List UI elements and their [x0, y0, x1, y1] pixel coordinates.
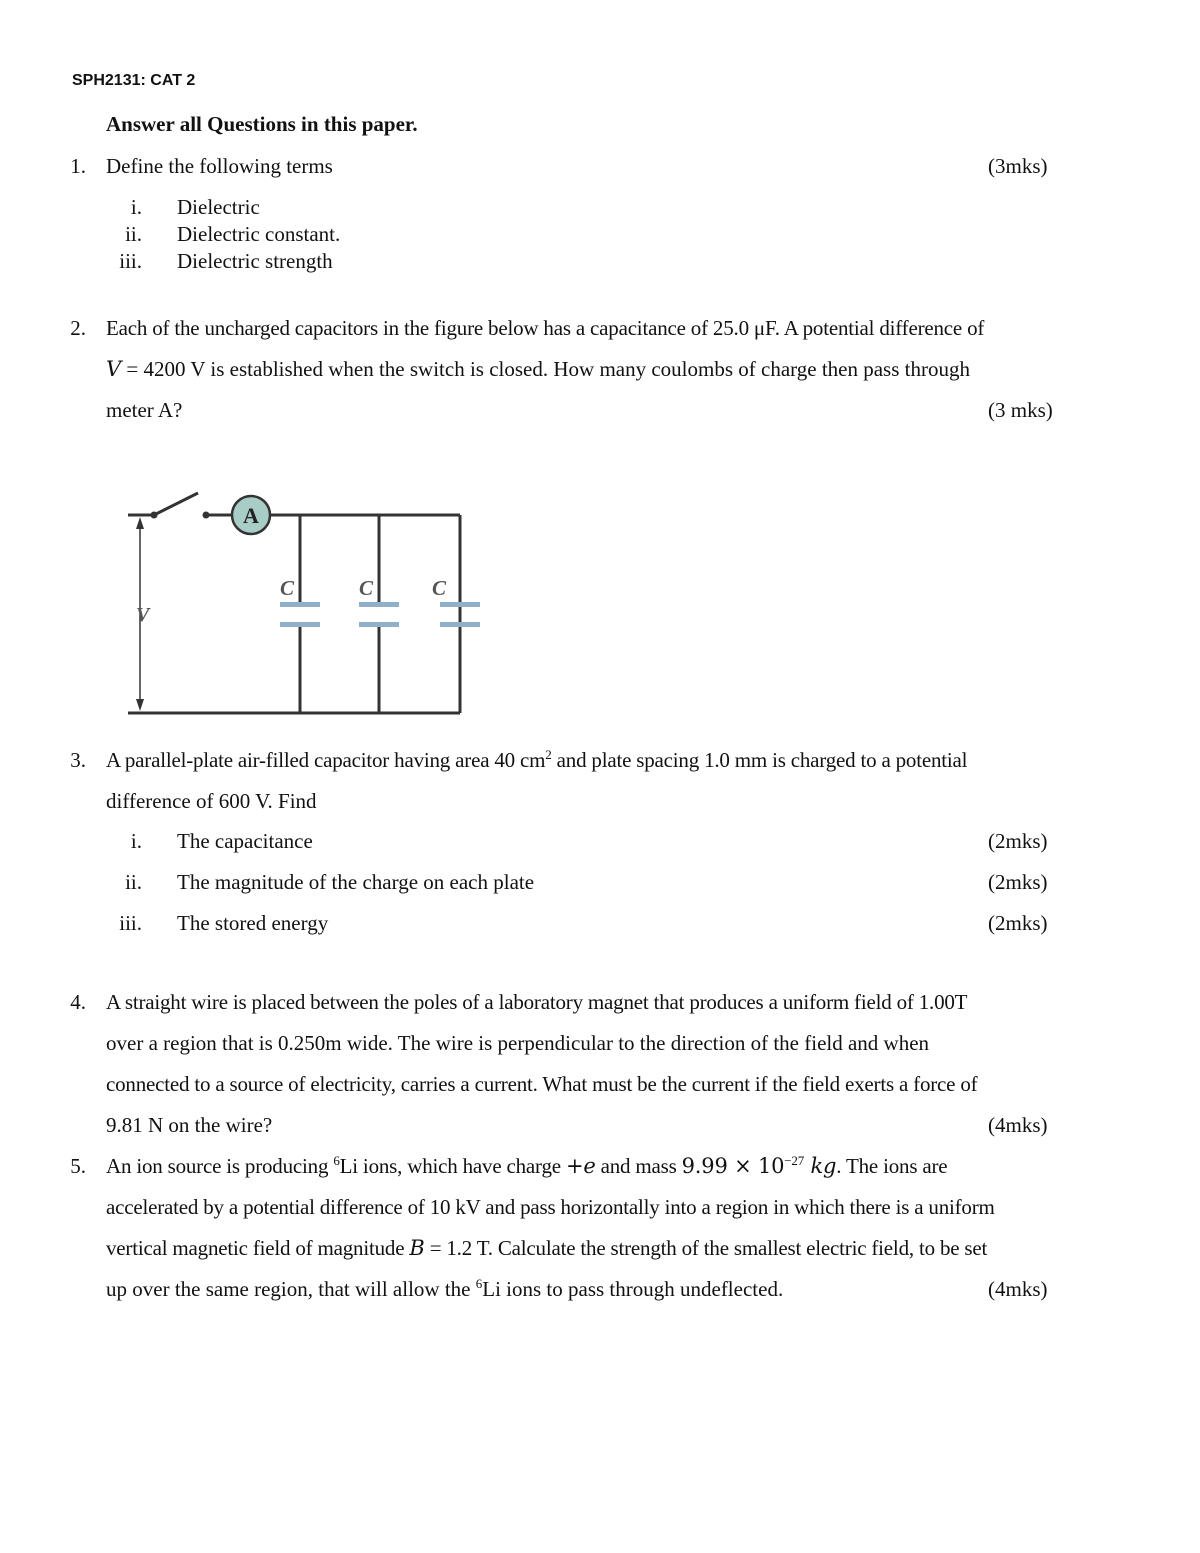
q5-line-3-a: vertical magnetic field of magnitude [106, 1236, 410, 1260]
q3-line-1 [106, 748, 967, 773]
q4-line-3: connected to a source of electricity, carries a current. What must be the current if the field exerts a force of [106, 1072, 978, 1096]
q1-number: 1. [70, 154, 86, 178]
q1-item-text: Dielectric constant. [177, 222, 341, 246]
q3-item-marks: (2mks) [988, 911, 1048, 935]
q5-line-1-c: and mass [595, 1154, 682, 1178]
q4-line-1: A straight wire is placed between the poles of a laboratory magnet that produces a uniform field of 1.00T [106, 990, 968, 1014]
q5-line-3-b: = 1.2 T. Calculate the strength of the smallest electric field, to be set [424, 1236, 988, 1260]
q3-item-text: The capacitance [177, 829, 313, 853]
q2-number: 2. [70, 316, 86, 340]
q3-item-marks: (2mks) [988, 870, 1048, 894]
q5-line-3 [106, 1236, 987, 1261]
q1-item-text: Dielectric strength [177, 249, 333, 273]
q1-item-roman: ii. [125, 222, 142, 246]
q2-line-1: Each of the uncharged capacitors in the figure below has a capacitance of 25.0 μF. A potential difference of [106, 316, 985, 340]
voltage-label: V [136, 604, 150, 626]
q4-line-4: 9.81 N on the wire? [106, 1113, 273, 1137]
q2-line-3: meter A? [106, 398, 183, 422]
q1-item-roman: i. [130, 195, 142, 219]
q2-marks: (3 mks) [988, 398, 1053, 422]
q3-item-roman: ii. [125, 870, 142, 894]
q3-item-roman: iii. [119, 911, 142, 935]
capacitor-1-plate-bottom [280, 622, 320, 627]
q3-line-1-a: A parallel-plate air-filled capacitor having area 40 cm [106, 748, 546, 772]
q4-line-2: over a region that is 0.250m wide. The wire is perpendicular to the direction of the field and when [106, 1031, 930, 1055]
q5-line-1 [106, 1154, 947, 1179]
q5-mass-unit: kg [804, 1154, 837, 1178]
q2-line-2-text: = 4200 V is established when the switch is closed. How many coulombs of charge then pass through [121, 357, 970, 381]
q3-area-exponent: 2 [545, 747, 552, 762]
q5-line-4-a: up over the same region, that will allow the [106, 1277, 476, 1301]
voltage-arrow-head-bottom [136, 699, 144, 711]
capacitor-3-label: C [432, 576, 447, 600]
instruction: Answer all Questions in this paper. [106, 112, 418, 136]
q3-item-marks: (2mks) [988, 829, 1048, 853]
capacitor-3-plate-bottom [440, 622, 480, 627]
q5-mass-exponent: −27 [784, 1153, 805, 1168]
q5-isotope-number: 6 [333, 1153, 340, 1168]
course-header: SPH2131: CAT 2 [72, 72, 196, 89]
q1-marks: (3mks) [988, 154, 1048, 178]
capacitor-1-plate-top [280, 602, 320, 607]
switch-lever [154, 493, 198, 515]
q3-item-roman: i. [130, 829, 142, 853]
q4-number: 4. [70, 990, 86, 1014]
q2-line-2 [106, 357, 970, 382]
q5-line-1-b: Li ions, which have charge [339, 1154, 566, 1178]
q5-line-1-d: . The ions are [836, 1154, 948, 1178]
capacitor-2-plate-bottom [359, 622, 399, 627]
capacitor-1-label: C [280, 576, 295, 600]
ammeter-label: A [243, 503, 259, 528]
q5-number: 5. [70, 1154, 86, 1178]
q3-item-text: The stored energy [177, 911, 329, 935]
capacitor-3-plate-top [440, 602, 480, 607]
q2-voltage-var: V [106, 357, 122, 381]
q3-line-1-b: and plate spacing 1.0 mm is charged to a potential [551, 748, 968, 772]
q5-charge: +e [565, 1154, 596, 1178]
q5-line-4-b: Li ions to pass through undeflected. [482, 1277, 784, 1301]
q1-item-text: Dielectric [177, 195, 260, 219]
capacitor-2-plate-top [359, 602, 399, 607]
q5-field-var: B [409, 1236, 425, 1260]
q3-item-text: The magnitude of the charge on each plate [177, 870, 535, 894]
capacitor-2-label: C [359, 576, 374, 600]
q3-line-2: difference of 600 V. Find [106, 789, 317, 813]
q5-marks: (4mks) [988, 1277, 1048, 1301]
q5-line-2: accelerated by a potential difference of 10 kV and pass horizontally into a region in which there is a uniform [106, 1195, 995, 1219]
q4-marks: (4mks) [988, 1113, 1048, 1137]
voltage-arrow-head-top [136, 517, 144, 529]
q1-item-roman: iii. [119, 249, 142, 273]
q5-mass: 9.99 × 10 [681, 1154, 785, 1178]
q1-text: Define the following terms [106, 154, 333, 178]
q5-line-1-a: An ion source is producing [106, 1154, 334, 1178]
q5-isotope-number-2: 6 [475, 1276, 483, 1291]
circuit-diagram [120, 485, 490, 725]
q5-line-4 [106, 1277, 783, 1302]
q3-number: 3. [70, 748, 86, 772]
